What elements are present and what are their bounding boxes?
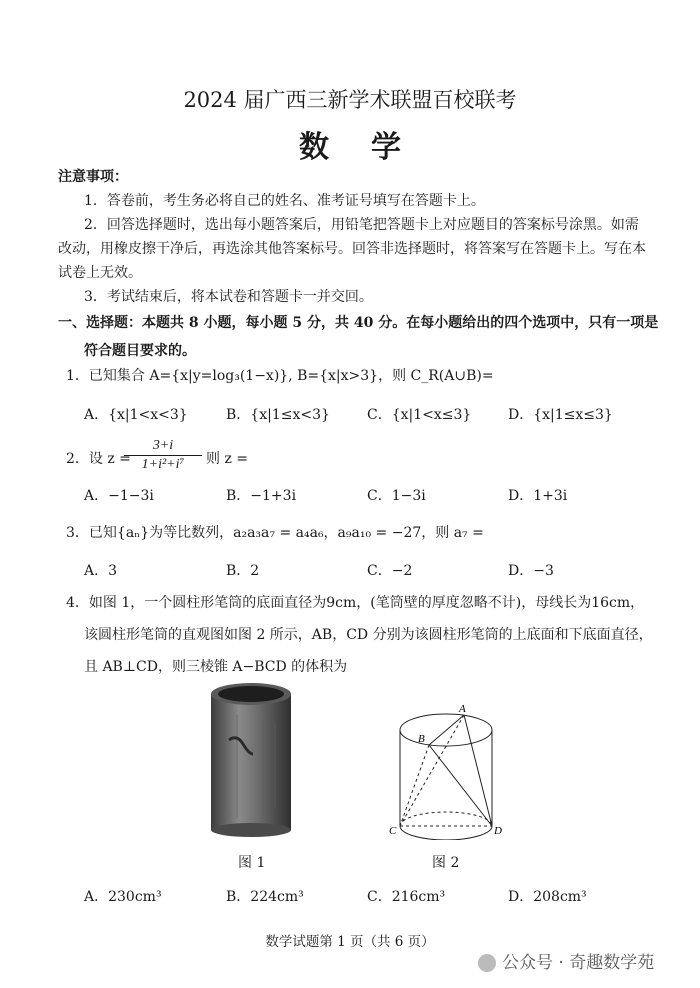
- q3-option-a: A．3: [84, 563, 118, 579]
- notice-heading: 注意事项：: [58, 169, 128, 185]
- subject-title: 数学: [299, 130, 443, 165]
- section-heading-cont: 符合题目要求的。: [84, 343, 196, 359]
- q1-option-c: C．{x|1<x≤3}: [367, 407, 472, 423]
- q2-fraction: [124, 438, 202, 473]
- figure-2-caption: 图 2: [432, 855, 460, 871]
- label-point-d: D: [494, 825, 502, 837]
- cylinder-diagram: [388, 700, 508, 840]
- watermark-text: 公众号 · 奇趣数学苑: [502, 953, 655, 973]
- q4-option-b: B．224cm³: [226, 889, 304, 905]
- q3-option-b: B．2: [226, 563, 260, 579]
- q2-denominator: 1+i²+i⁷: [141, 457, 185, 472]
- question-2-stem-suffix: 则 z =: [206, 451, 249, 467]
- q4-option-c: C．216cm³: [367, 889, 446, 905]
- label-point-c: C: [389, 825, 397, 837]
- q2-option-b: B．−1+3i: [226, 488, 297, 504]
- q1-option-a: A．{x|1<x<3}: [84, 407, 188, 423]
- question-3-stem: 3．已知{aₙ}为等比数列，a₂a₃a₇ = a₄a₆，a₉a₁₀ = −27，则 a₇ =: [66, 525, 484, 541]
- label-point-b: B: [418, 733, 425, 745]
- exam-title: 2024 届广西三新学术联盟百校联考: [183, 88, 517, 112]
- question-4-stem-line-1: 4．如图 1，一个圆柱形笔筒的底面直径为9cm，(笔筒壁的厚度忽略不计)，母线长为16cm，: [66, 595, 645, 611]
- q2-option-d: D．1+3i: [508, 488, 568, 504]
- q2-option-a: A．−1−3i: [84, 488, 154, 504]
- watermark: [478, 948, 654, 973]
- section-heading: 一、选择题：本题共 8 小题，每小题 5 分，共 40 分。在每小题给出的四个选项中，只有一项是: [58, 315, 659, 331]
- q1-option-b: B．{x|1≤x<3}: [226, 407, 330, 423]
- question-4-stem-line-3: 且 AB⊥CD，则三棱锥 A−BCD 的体积为: [84, 659, 348, 675]
- page-footer: 数学试题第 1 页（共 6 页）: [265, 934, 435, 950]
- notice-item: 3．考试结束后，将本试卷和答题卡一并交回。: [84, 289, 373, 305]
- question-1-stem: 1．已知集合 A={x|y=log₃(1−x)}, B={x|x>3}，则 C_R(A∪B)=: [66, 368, 494, 384]
- q2-numerator: 3+i: [124, 438, 202, 456]
- label-point-a: A: [459, 703, 466, 715]
- pen-holder-photo: [205, 680, 297, 840]
- q3-option-c: C．−2: [367, 563, 413, 579]
- notice-item: 1．答卷前，考生务必将自己的姓名、准考证号填写在答题卡上。: [84, 193, 485, 209]
- notice-item: 改动，用橡皮擦干净后，再选涂其他答案标号。回答非选择题时，将答案写在答题卡上。写在本: [58, 241, 646, 257]
- figure-1-caption: 图 1: [238, 855, 266, 871]
- wechat-icon: [478, 954, 496, 972]
- notice-item: 试卷上无效。: [58, 265, 142, 281]
- q3-option-d: D．−3: [508, 563, 554, 579]
- q1-option-d: D．{x|1≤x≤3}: [508, 407, 613, 423]
- question-4-stem-line-2: 该圆柱形笔筒的直观图如图 2 所示，AB，CD 分别为该圆柱形笔筒的上底面和下底面直径，: [84, 627, 653, 643]
- q2-option-c: C．1−3i: [367, 488, 426, 504]
- notice-item: 2．回答选择题时，选出每小题答案后，用铅笔把答题卡上对应题目的答案标号涂黑。如需: [84, 217, 639, 233]
- q4-option-a: A．230cm³: [84, 889, 162, 905]
- question-2-stem-prefix: 2．设 z =: [66, 451, 131, 467]
- q4-option-d: D．208cm³: [508, 889, 587, 905]
